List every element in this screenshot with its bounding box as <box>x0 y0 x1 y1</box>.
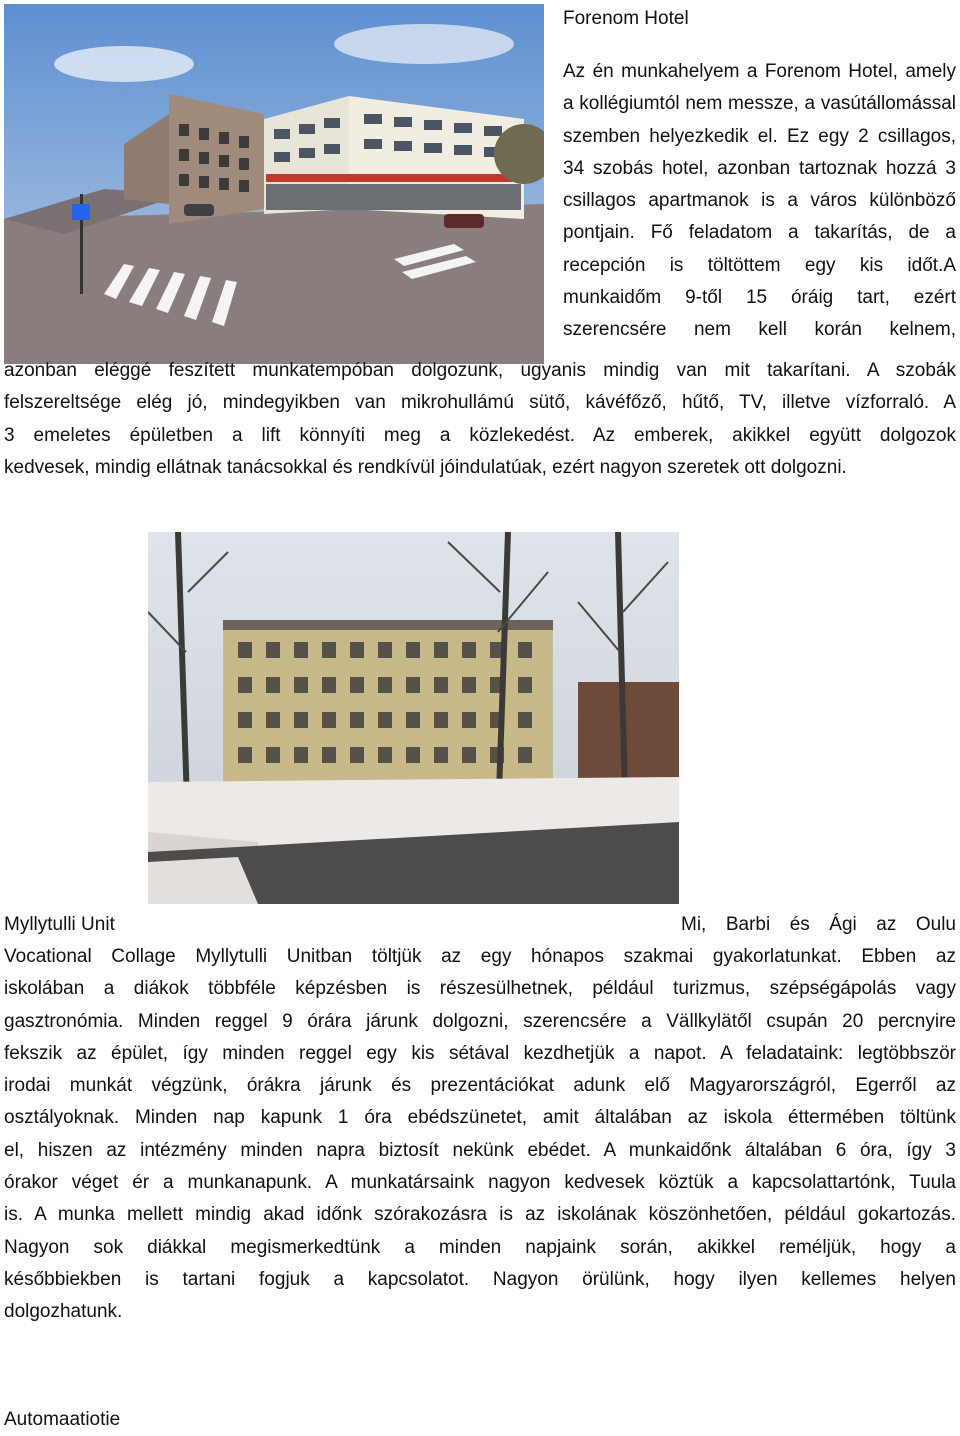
paragraph-line: 3 emeletes épületben a lift könnyíti meg a közlekedést. Az emberek, akikkel együtt dolgozok <box>4 424 956 446</box>
hotel-paragraph-side: Az én munkahelyem a Forenom Hotel, amely a kollégiumtól nem messze, a vasútállomással szemben helyezkedik el. Ez egy 2 csillagos, 34 szobás hotel, azonban tartoznak hozzá 3 csillagos apartmanok is a város különböző pontjain. Fő feladatom a takarítás, de a recepción is töltöttem egy kis időt.A munkaidőm 9-től 15 óráig tart, ezért szerencsére nem kell korán kelnem, <box>563 61 956 341</box>
paragraph-line: későbbiekben is tartani fogjuk a kapcsolatot. Nagyon örülünk, hogy ilyen kellemes helyen <box>4 1268 956 1290</box>
paragraph-line: fekszik az épület, így minden reggel egy kis sétával kezdhetjük a napot. A feladataink: legtöbbször <box>4 1042 956 1064</box>
paragraph-line: órakor véget ér a munkanapunk. A munkatársaink nagyon kedvesek köztük a kapcsolattartónk, Tuula <box>4 1172 956 1194</box>
paragraph-line: Vocational Collage Myllytulli Unitban töltjük az egy hónapos szakmai gyakorlatunkat. Ebben az <box>4 946 956 967</box>
paragraph-line: gasztronómia. Minden reggel 9 órára járunk dolgozni, szerencsére a Vällkylätől csupán 20 percnyire <box>4 1010 956 1032</box>
paragraph-line: is. A munka mellett mindig akad időnk szórakozásra is az iskolának köszönhetően, például gokartozás. <box>4 1204 956 1226</box>
hotel-street-photo <box>4 4 544 364</box>
paragraph-line: Nagyon sok diákkal megismerkedtünk a minden napjaink során, akikkel reméljük, hogy a <box>4 1236 956 1258</box>
school-caption-left: Myllytulli Unit <box>4 914 115 935</box>
hotel-section-title: Forenom Hotel <box>563 8 689 29</box>
paragraph-line: kedvesek, mindig ellátnak tanácsokkal és rendkívül jóindulatúak, ezért nagyon szeretek ott dolgozni. <box>4 456 847 478</box>
paragraph-line: irodai munkát végzünk, órákra járunk és prezentációkat adunk elő Magyarországról, Egerről az <box>4 1075 956 1097</box>
paragraph-line: dolgozhatunk. <box>4 1301 123 1323</box>
school-paragraph <box>4 941 956 1329</box>
paragraph-line: iskolában a diákok többféle képzésben is részesülhetnek, például turizmus, szépségápolás vagy <box>4 978 956 1000</box>
paragraph-line: felszereltsége elég jó, mindegyikben van mikrohullámú sütő, kávéfőző, hűtő, TV, illetve vízforraló. A <box>4 392 956 414</box>
school-building-photo <box>148 532 679 904</box>
hotel-paragraph-continued <box>4 355 956 484</box>
paragraph-line: el, hiszen az intézmény minden napra biztosít nekünk ebédet. A munkaidőnk általában 6 óra, így 3 <box>4 1139 956 1161</box>
next-section-title: Automaatiotie <box>4 1409 121 1430</box>
paragraph-line: osztályoknak. Minden nap kapunk 1 óra ebédszünetet, amit általában az iskola éttermében töltünk <box>4 1107 956 1129</box>
paragraph-line: azonban eléggé feszített munkatempóban dolgozunk, ugyanis mindig van mit takarítani. A szobák <box>4 360 956 381</box>
school-caption-right: Mi, Barbi és Ági az Oulu <box>681 914 956 935</box>
